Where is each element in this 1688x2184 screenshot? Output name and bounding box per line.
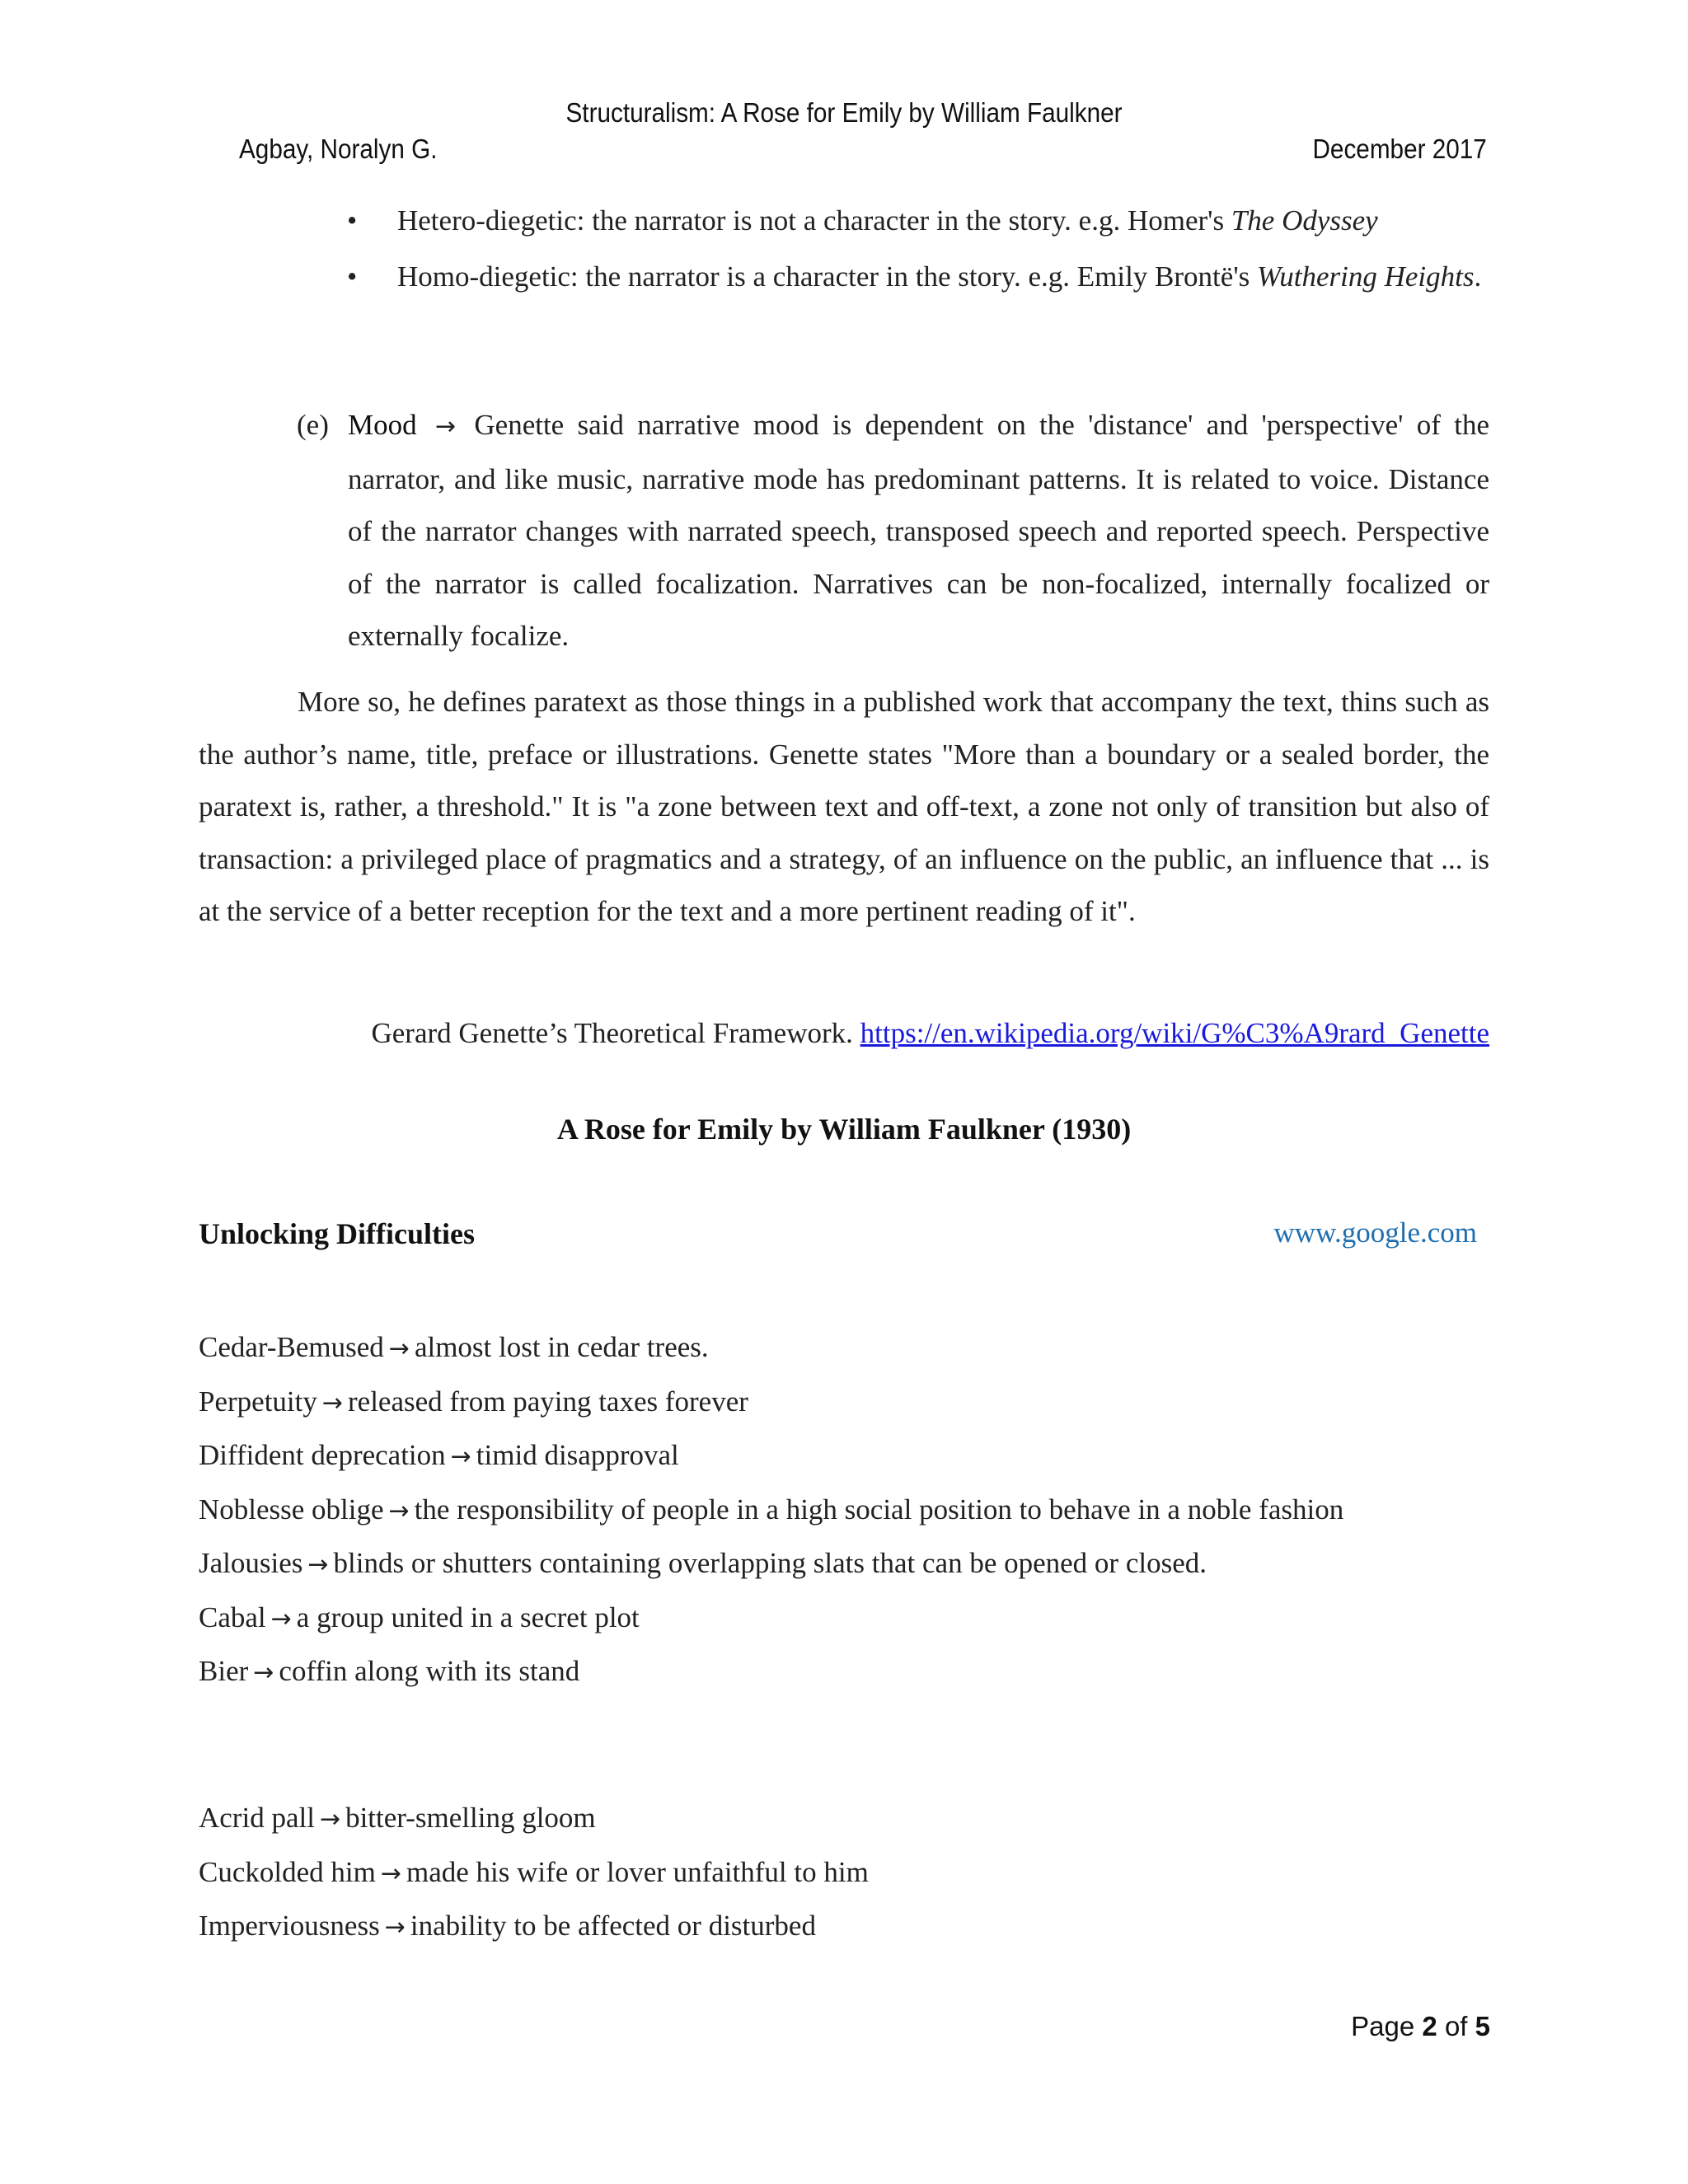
vocab-term: Diffident deprecation	[199, 1439, 446, 1471]
vocab-term: Noblesse oblige	[199, 1493, 384, 1526]
citation-text: Gerard Genette’s Theoretical Framework.	[371, 1017, 860, 1049]
vocab-item	[199, 1645, 1517, 1699]
vocab-definition: timid disapproval	[476, 1439, 679, 1471]
right-arrow-icon: →	[388, 1496, 410, 1526]
right-arrow-icon: →	[319, 1805, 341, 1834]
vocab-term: Perpetuity	[199, 1385, 317, 1418]
bullet-icon: •	[347, 204, 358, 237]
vocab-term: Bier	[199, 1655, 249, 1687]
right-arrow-icon: →	[321, 1388, 344, 1418]
right-arrow-icon: →	[380, 1858, 401, 1888]
mood-description: Genette said narrative mood is dependent on the 'distance' and 'perspective' of the narrator, and like music, narrative mode has predominant patterns. It is related to voice. Distance of the narrator changes with narrated speech, transposed speech and reported speech. Perspective of the narrator is called focalization. Narratives can be non-focalized, internally focalized or externally focalize.	[348, 409, 1490, 652]
vocab-item	[199, 1591, 1517, 1646]
vocab-term: Cabal	[199, 1601, 266, 1633]
citation	[371, 1007, 1489, 1060]
vocab-term: Imperviousness	[199, 1910, 380, 1942]
unlocking-heading: Unlocking Difficulties	[199, 1217, 476, 1250]
vocab-definition: a group united in a secret plot	[296, 1601, 640, 1633]
mood-term: Mood	[348, 409, 417, 441]
header-author: Agbay, Noralyn G.	[239, 134, 438, 164]
vocab-definition: made his wife or lover unfaithful to him	[406, 1855, 869, 1888]
vocab-definition: the responsibility of people in a high social position to behave in a noble fashion	[414, 1493, 1344, 1526]
vocab-item	[199, 1429, 1517, 1483]
list-item	[347, 251, 1493, 303]
vocab-item	[199, 1537, 1517, 1591]
vocab-item	[199, 1376, 1517, 1430]
bullet-italic-title: The Odyssey	[1231, 204, 1378, 237]
vocab-definition: inability to be affected or disturbed	[410, 1910, 816, 1942]
vocab-item	[199, 1483, 1517, 1538]
vocab-item	[199, 1900, 1517, 1954]
vocabulary-list-1	[199, 1321, 1517, 1699]
narrator-types-list	[347, 194, 1493, 306]
vocabulary-list-2	[199, 1792, 1517, 1954]
bullet-italic-title: Wuthering Heights	[1257, 260, 1475, 293]
vocab-term: Jalousies	[199, 1547, 303, 1579]
item-marker: (e)	[297, 409, 329, 441]
right-arrow-icon: →	[253, 1658, 274, 1687]
document-header-title: Structuralism: A Rose for Emily by William Faulkner	[565, 97, 1123, 128]
vocab-item	[199, 1792, 1517, 1846]
vocab-definition: almost lost in cedar trees.	[414, 1331, 709, 1363]
bullet-icon: •	[347, 260, 358, 293]
vocab-term: Cedar-Bemused	[199, 1331, 384, 1363]
vocab-term: Acrid pall	[199, 1802, 315, 1834]
vocab-term: Cuckolded him	[199, 1855, 376, 1888]
page-number: Page 2 of 5	[1351, 2011, 1490, 2041]
bullet-text: Hetero-diegetic: the narrator is not a character in the story. e.g. Homer's	[397, 204, 1231, 237]
vocab-item	[199, 1846, 1517, 1900]
right-arrow-icon: →	[307, 1550, 329, 1579]
vocab-definition: blinds or shutters containing overlapping slats that can be opened or closed.	[333, 1547, 1207, 1579]
wikipedia-link[interactable]: https://en.wikipedia.org/wiki/G%C3%A9rard_Genette	[860, 1017, 1489, 1049]
vocab-item	[199, 1321, 1517, 1376]
mood-item	[297, 399, 1489, 663]
header-date: December 2017	[1312, 134, 1487, 164]
right-arrow-icon: →	[450, 1442, 471, 1471]
right-arrow-icon: →	[434, 412, 457, 441]
vocab-definition: bitter-smelling gloom	[345, 1802, 596, 1834]
vocab-definition: coffin along with its stand	[279, 1655, 580, 1687]
bullet-trailing-text: .	[1474, 260, 1482, 293]
bullet-text: Homo-diegetic: the narrator is a character in the story. e.g. Emily Brontë's	[397, 260, 1257, 293]
vocab-definition: released from paying taxes forever	[348, 1385, 748, 1418]
section-title: A Rose for Emily by William Faulkner (1930)	[556, 1113, 1132, 1146]
right-arrow-icon: →	[384, 1913, 406, 1942]
right-arrow-icon: →	[388, 1334, 410, 1363]
source-link[interactable]: www.google.com	[1273, 1216, 1477, 1249]
list-item	[347, 194, 1493, 247]
right-arrow-icon: →	[270, 1604, 292, 1633]
paratext-paragraph: More so, he defines paratext as those things in a published work that accompany the text, thins such as the author’s name, title, preface or illustrations. Genette states "More than a boundary or a sealed border, the paratext is, rather, a threshold." It is "a zone between text and off-text, a zone not only of transition but also of transaction: a privileged place of pragmatics and a strategy, of an influence on the public, an influence that ... is at the service of a better reception for the text and a more pertinent reading of it".	[199, 686, 1489, 927]
